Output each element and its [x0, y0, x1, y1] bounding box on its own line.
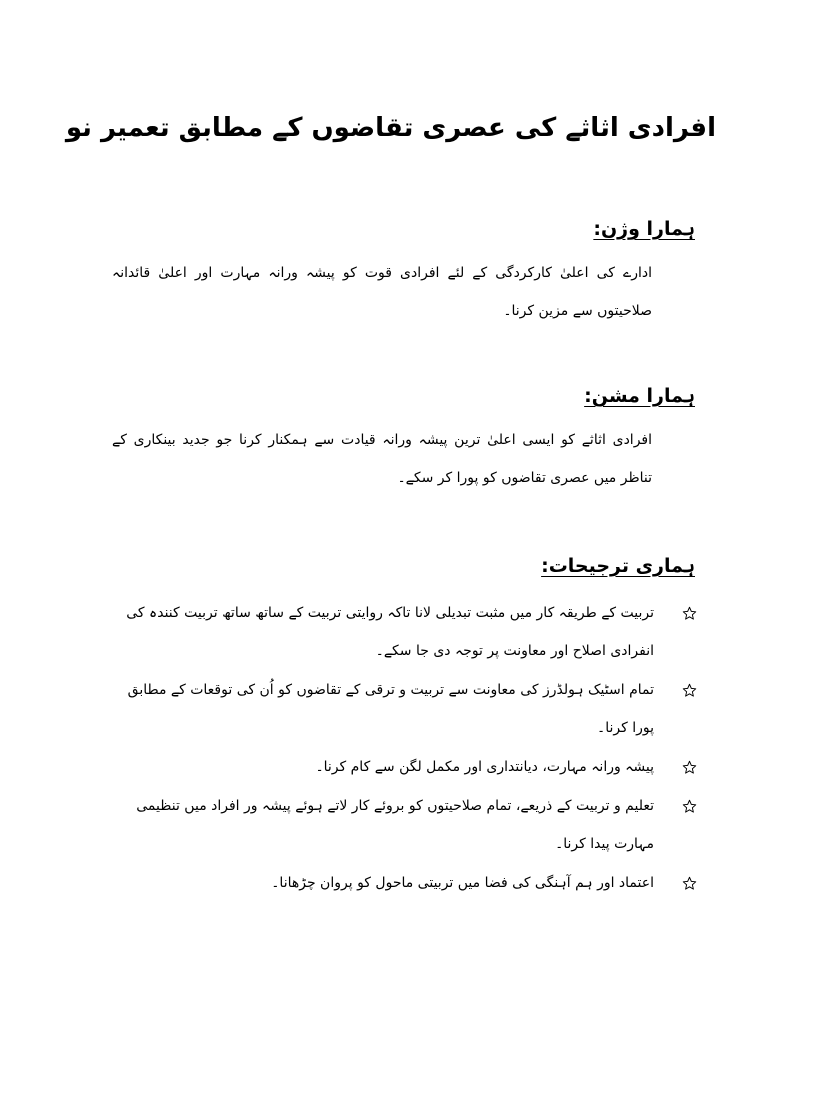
mission-heading: ہمارا مشن: [584, 385, 695, 407]
mission-text: افرادی اثاثے کو ایسی اعلیٰ ترین پیشہ ورانہ قیادت سے ہمکنار کرنا جو جدید بینکاری کے تناظر میں عصری تقاضوں کو پورا کر سکے۔ [112, 432, 652, 486]
star-outline-icon [680, 594, 698, 632]
star-outline-icon [680, 748, 698, 786]
priority-item-text: پیشہ ورانہ مہارت، دیانتداری اور مکمل لگن سے کام کرنا۔ [315, 759, 654, 775]
priority-item [112, 594, 698, 670]
vision-heading: ہمارا وژن: [593, 218, 695, 240]
priority-item-text: تربیت کے طریقہ کار میں مثبت تبدیلی لانا تاکہ روایتی تربیت کے ساتھ ساتھ تربیت کنندہ کی انفرادی اصلاح اور معاونت پر توجہ دی جا سکے۔ [126, 605, 654, 659]
priority-item-text: تعلیم و تربیت کے ذریعے، تمام صلاحیتوں کو بروئے کار لاتے ہوئے پیشہ ور افراد میں تنظیمی مہارت پیدا کرنا۔ [136, 798, 654, 852]
priority-item-text: اعتماد اور ہم آہنگی کی فضا میں تربیتی ماحول کو پروان چڑھانا۔ [271, 875, 654, 891]
vision-text: ادارے کی اعلیٰ کارکردگی کے لئے افرادی قوت کو پیشہ ورانہ مہارت اور اعلیٰ قائدانہ صلاحیتوں سے مزین کرنا۔ [112, 265, 652, 319]
priority-item [112, 787, 698, 863]
star-outline-icon [680, 671, 698, 709]
priorities-list [112, 594, 698, 903]
document-title: افرادی اثاثے کی عصری تقاضوں کے مطابق تعمیر نو [65, 113, 716, 143]
priority-item-text: تمام اسٹیک ہولڈرز کی معاونت سے تربیت و ترقی کے تقاضوں کو اُن کی توقعات کے مطابق پورا کرنا۔ [127, 682, 654, 736]
priority-item [112, 671, 698, 747]
priorities-heading: ہماری ترجیحات: [541, 555, 695, 577]
priority-item [112, 748, 698, 786]
star-outline-icon [680, 864, 698, 902]
star-outline-icon [680, 787, 698, 825]
priority-item [112, 864, 698, 902]
